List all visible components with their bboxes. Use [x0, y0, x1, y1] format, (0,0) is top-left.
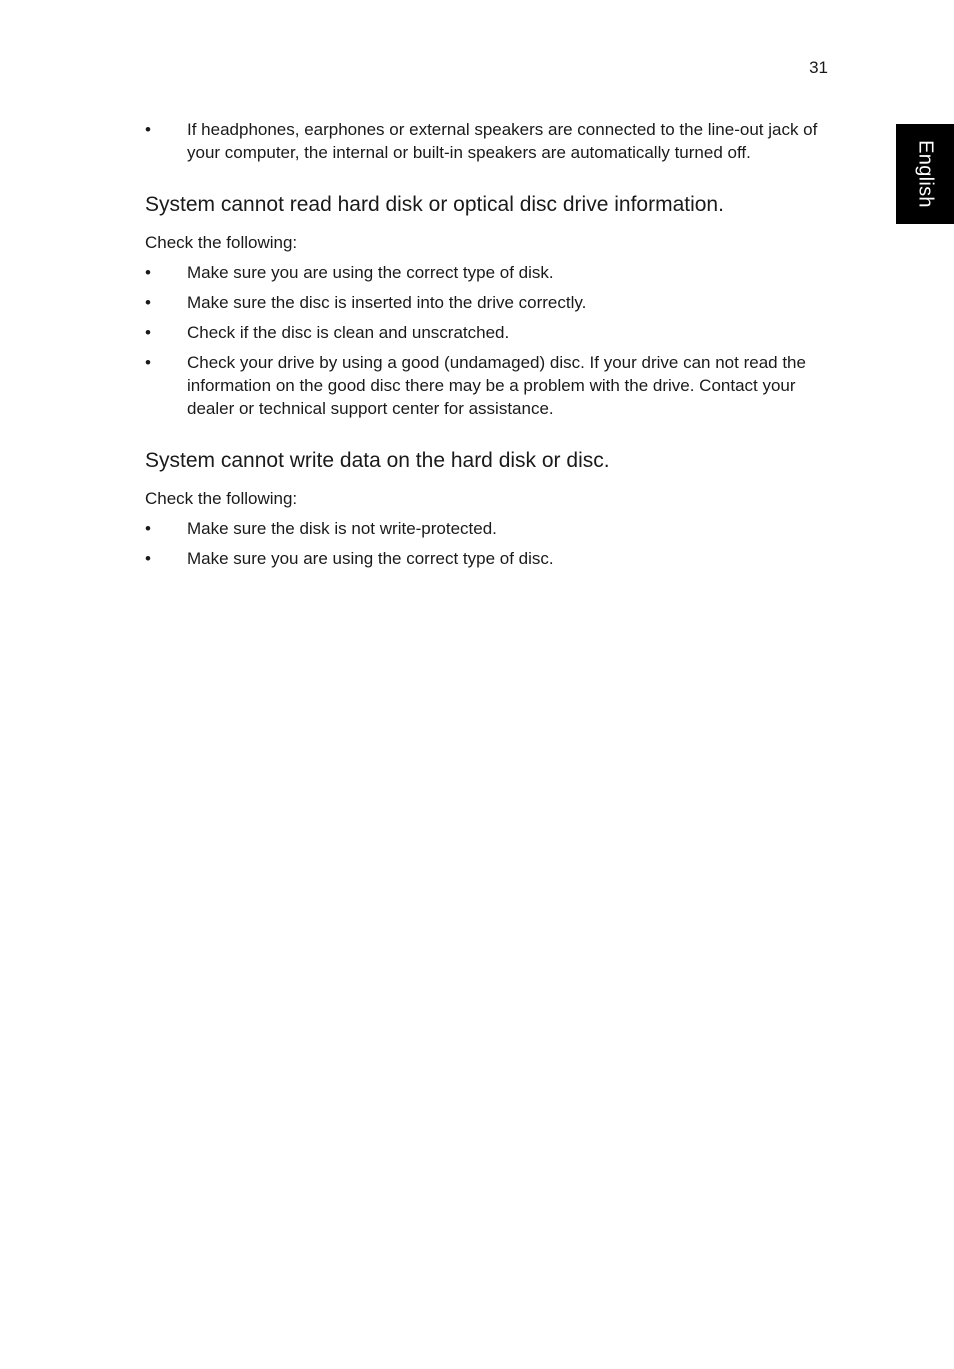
- section-heading: System cannot read hard disk or optical disc drive information.: [145, 193, 724, 216]
- page-number: 31: [809, 58, 828, 77]
- list-item-text: Check your drive by using a good (undamaged) disc. If your drive can not read the information on the good disc there may be a problem with the drive. Contact your dealer or technical support center for assistance.: [187, 353, 806, 418]
- bullet: •: [145, 323, 151, 342]
- list-item-text: Make sure you are using the correct type of disk.: [187, 263, 554, 282]
- list-item: [145, 547, 835, 570]
- section-intro: Check the following:: [145, 233, 298, 252]
- bullet: •: [145, 353, 151, 372]
- page-content: [145, 118, 835, 577]
- list-item: [145, 261, 835, 284]
- bullet: •: [145, 519, 151, 538]
- list-item: [145, 517, 835, 540]
- list-item-text: If headphones, earphones or external speakers are connected to the line-out jack of your computer, the internal or built-in speakers are automatically turned off.: [187, 120, 818, 162]
- list-item-text: Make sure the disk is not write-protected.: [187, 519, 497, 538]
- checklist: [145, 517, 835, 570]
- section-heading: System cannot write data on the hard disk or disc.: [145, 449, 610, 472]
- bullet: •: [145, 263, 151, 282]
- intro-list: [145, 118, 835, 164]
- section-intro: Check the following:: [145, 489, 298, 508]
- list-item: [145, 321, 835, 344]
- list-item-text: Make sure you are using the correct type of disc.: [187, 549, 554, 568]
- section-read-issue: [145, 192, 835, 420]
- bullet: •: [145, 120, 151, 139]
- list-item-text: Check if the disc is clean and unscratched.: [187, 323, 510, 342]
- list-item-text: Make sure the disc is inserted into the drive correctly.: [187, 293, 587, 312]
- list-item: [145, 351, 835, 420]
- list-item: [145, 118, 835, 164]
- list-item: [145, 291, 835, 314]
- bullet: •: [145, 549, 151, 568]
- language-tab-label: English: [914, 140, 937, 208]
- bullet: •: [145, 293, 151, 312]
- checklist: [145, 261, 835, 420]
- language-tab: [896, 124, 954, 224]
- section-write-issue: [145, 448, 835, 570]
